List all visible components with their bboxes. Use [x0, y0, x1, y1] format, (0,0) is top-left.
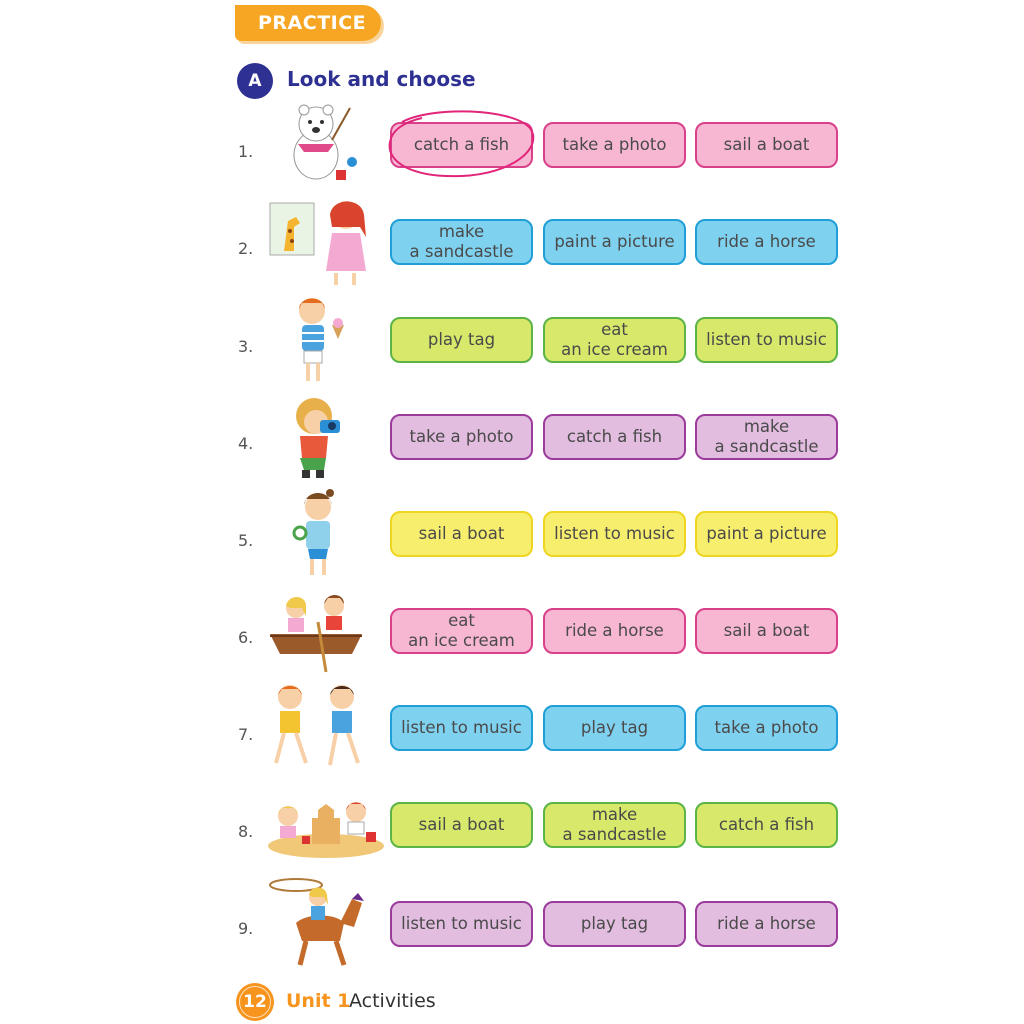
- choice-eat-an-ice-cream[interactable]: eat an ice cream: [543, 317, 686, 363]
- girl-with-headphones-picture: [266, 489, 386, 579]
- girl-painting-giraffe-picture: [266, 197, 386, 287]
- exercise-row-5: [0, 489, 1024, 579]
- choice-take-a-photo[interactable]: take a photo: [695, 705, 838, 751]
- boy-with-camera-picture: [266, 392, 386, 482]
- kids-running-picture: [266, 683, 386, 773]
- exercise-row-2: [0, 197, 1024, 287]
- row-number: 6.: [238, 628, 254, 647]
- row-number: 5.: [238, 531, 254, 550]
- kids-building-sandcastle-picture: [266, 780, 386, 870]
- choice-sail-a-boat[interactable]: sail a boat: [695, 122, 838, 168]
- row-number: 3.: [238, 337, 254, 356]
- choice-listen-to-music[interactable]: listen to music: [390, 901, 533, 947]
- exercise-row-8: [0, 780, 1024, 870]
- section-title: Look and choose: [287, 67, 476, 91]
- row-number: 7.: [238, 725, 254, 744]
- exercise-row-1: [0, 100, 1024, 190]
- choice-make-a-sandcastle[interactable]: make a sandcastle: [390, 219, 533, 265]
- choice-listen-to-music[interactable]: listen to music: [390, 705, 533, 751]
- choice-sail-a-boat[interactable]: sail a boat: [695, 608, 838, 654]
- choice-paint-a-picture[interactable]: paint a picture: [543, 219, 686, 265]
- footer-label: Activities: [349, 990, 436, 1012]
- choice-take-a-photo[interactable]: take a photo: [390, 414, 533, 460]
- exercise-row-6: [0, 586, 1024, 676]
- exercise-row-3: [0, 295, 1024, 385]
- practice-tab: PRACTICE: [235, 5, 381, 41]
- choice-play-tag[interactable]: play tag: [543, 705, 686, 751]
- footer-unit: Unit 1: [286, 990, 351, 1012]
- exercise-row-4: [0, 392, 1024, 482]
- boy-with-ice-cream-picture: [266, 295, 386, 385]
- choice-catch-a-fish[interactable]: catch a fish: [390, 122, 533, 168]
- polar-bear-fishing-picture: [266, 100, 386, 190]
- choice-ride-a-horse[interactable]: ride a horse: [695, 219, 838, 265]
- kids-in-boat-picture: [266, 586, 386, 676]
- row-number: 1.: [238, 142, 254, 161]
- choice-play-tag[interactable]: play tag: [390, 317, 533, 363]
- choice-sail-a-boat[interactable]: sail a boat: [390, 511, 533, 557]
- choice-make-a-sandcastle[interactable]: make a sandcastle: [543, 802, 686, 848]
- choice-take-a-photo[interactable]: take a photo: [543, 122, 686, 168]
- row-number: 4.: [238, 434, 254, 453]
- choice-make-a-sandcastle[interactable]: make a sandcastle: [695, 414, 838, 460]
- row-number: 8.: [238, 822, 254, 841]
- girl-riding-horse-picture: [266, 877, 386, 967]
- choice-paint-a-picture[interactable]: paint a picture: [695, 511, 838, 557]
- choice-catch-a-fish[interactable]: catch a fish: [543, 414, 686, 460]
- choice-catch-a-fish[interactable]: catch a fish: [695, 802, 838, 848]
- exercise-row-7: [0, 683, 1024, 773]
- choice-sail-a-boat[interactable]: sail a boat: [390, 802, 533, 848]
- row-number: 2.: [238, 239, 254, 258]
- choice-listen-to-music[interactable]: listen to music: [543, 511, 686, 557]
- exercise-row-9: [0, 877, 1024, 967]
- choice-eat-an-ice-cream[interactable]: eat an ice cream: [390, 608, 533, 654]
- choice-play-tag[interactable]: play tag: [543, 901, 686, 947]
- section-letter-badge: A: [237, 63, 273, 99]
- page-number-badge: 12: [236, 983, 274, 1021]
- choice-ride-a-horse[interactable]: ride a horse: [543, 608, 686, 654]
- row-number: 9.: [238, 919, 254, 938]
- choice-ride-a-horse[interactable]: ride a horse: [695, 901, 838, 947]
- choice-listen-to-music[interactable]: listen to music: [695, 317, 838, 363]
